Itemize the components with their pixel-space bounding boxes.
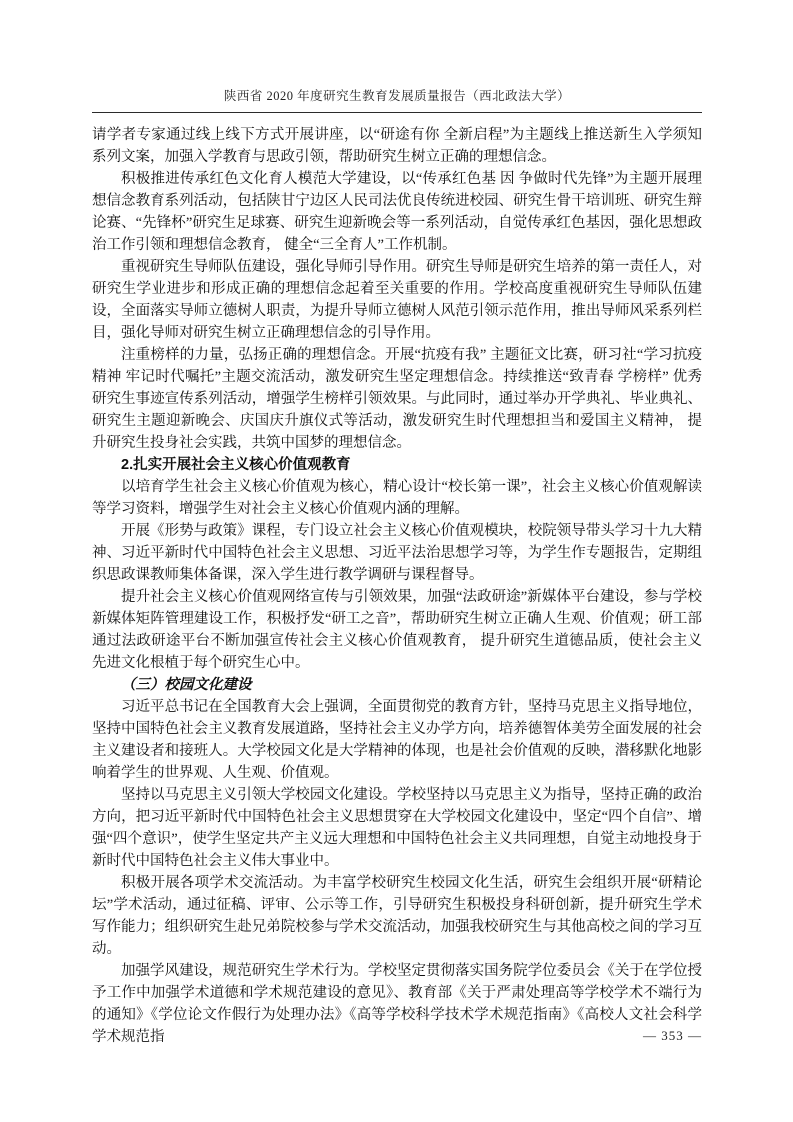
paragraph: 坚持以马克思主义引领大学校园文化建设。学校坚持以马克思主义为指导，坚持正确的政治方向，把习近平新时代中国特色社会主义思想贯穿在大学校园文化建设中，坚定“四个自信”、增强“四个意识”，使学生坚定共产主义远大理想和中国特色社会主义共同理想，自觉主动地投身于新时代中国特色社会主义伟大事业中。 [92,787,702,869]
paragraph: 习近平总书记在全国教育大会上强调，全面贯彻党的教育方针，坚持马克思主义指导地位，坚持中国特色社会主义教育发展道路，坚持社会主义办学方向，培养德智体美劳全面发展的社会主义建设者和接班人。大学校园文化是大学精神的体现，也是社会价值观的反映，潜移默化地影响着学生的世界观、人生观、价值观。 [92,699,702,781]
header-rule-divider [92,112,702,113]
paragraph: 积极推进传承红色文化育人模范大学建设，以“传承红色基 因 争做时代先锋”为主题开展理想信念教育系列活动，包括陕甘宁边区人民司法优良传统进校园、研究生骨干培训班、研究生辩论赛、“先锋杯”研究生足球赛、研究生迎新晚会等一系列活动，自觉传承红色基因，强化思想政治工作引领和理想信念教育， 健全“三全育人”工作机制。 [92,171,702,253]
page-number: — 353 — [643,1028,702,1043]
paragraph-continuation: 请学者专家通过线上线下方式开展讲座，以“研途有你 全新启程”为主题线上推送新生入学须知系列文案，加强入学教育与思政引领，帮助研究生树立正确的理想信念。 [92,127,702,165]
paragraph: 以培育学生社会主义核心价值观为核心，精心设计“校长第一课”，社会主义核心价值观解读等学习资料，增强学生对社会主义核心价值观内涵的理解。 [92,479,702,517]
running-header-title: 陕西省 2020 年度研究生教育发展质量报告（西北政法大学） [223,89,571,103]
paragraph-truncated: 加强学风建设，规范研究生学术行为。学校坚定贯彻落实国务院学位委员会《关于在学位授予工作中加强学术道德和学术规范建设的意见》、教育部《关于严肃处理高等学校学术不端行为的通知》《学位论文作假行为处理办法》《高等学校科学技术学术规范指南》《高校人文社会科学学术规范指 [92,963,702,1045]
subsection-heading: （三）校园文化建设 [121,677,252,693]
paragraph: 重视研究生导师队伍建设，强化导师引导作用。研究生导师是研究生培养的第一责任人，对研究生学业进步和形成正确的理想信念起着至关重要的作用。学校高度重视研究生导师队伍建 设，全面落实导师立德树人职责，为提升导师立德树人风范引领示范作用，推出导师风采系列栏目，强化导师对研究生树立正确理想信念的引导作用。 [92,259,702,341]
paragraph: 注重榜样的力量，弘扬正确的理想信念。开展“抗疫有我” 主题征文比赛，研习社“学习抗疫精神 牢记时代嘱托”主题交流活动，激发研究生坚定理想信念。持续推送“致青春 学榜样” 优秀研究生事迹宣传系列活动，增强学生榜样引领效果。与此同时，通过举办开学典礼、毕业典礼、研究生主题迎新晚会、庆国庆升旗仪式等活动，激发研究生时代理想担当和爱国主义精神， 提升研究生投身社会实践，共筑中国梦的理想信念。 [92,347,702,451]
paragraph: 提升社会主义核心价值观网络宣传与引领效果，加强“法政研途”新媒体平台建设，参与学校新媒体矩阵管理建设工作，积极抒发“研工之音”，帮助研究生树立正确人生观、价值观；研工部通过法政研途平台不断加强宣传社会主义核心价值观教育， 提升研究生道德品质，使社会主义先进文化根植于每个研究生心中。 [92,589,702,671]
running-header [92,87,702,106]
document-body [92,124,702,1048]
section-heading-numbered: 2.扎实开展社会主义核心价值观教育 [121,457,351,473]
paragraph: 积极开展各项学术交流活动。为丰富学校研究生校园文化生活，研究生会组织开展“研精论坛”学术活动，通过征稿、评审、公示等工作，引导研究生积极投身科研创新，提升研究生学术写作能力；组织研究生赴兄弟院校参与学术交流活动，加强我校研究生与其他高校之间的学习互动。 [92,875,702,957]
paragraph: 开展《形势与政策》课程，专门设立社会主义核心价值观模块，校院领导带头学习十九大精神、习近平新时代中国特色社会主义思想、习近平法治思想学习等，为学生作专题报告，定期组织思政课教师集体备课，深入学生进行教学调研与课程督导。 [92,523,702,583]
